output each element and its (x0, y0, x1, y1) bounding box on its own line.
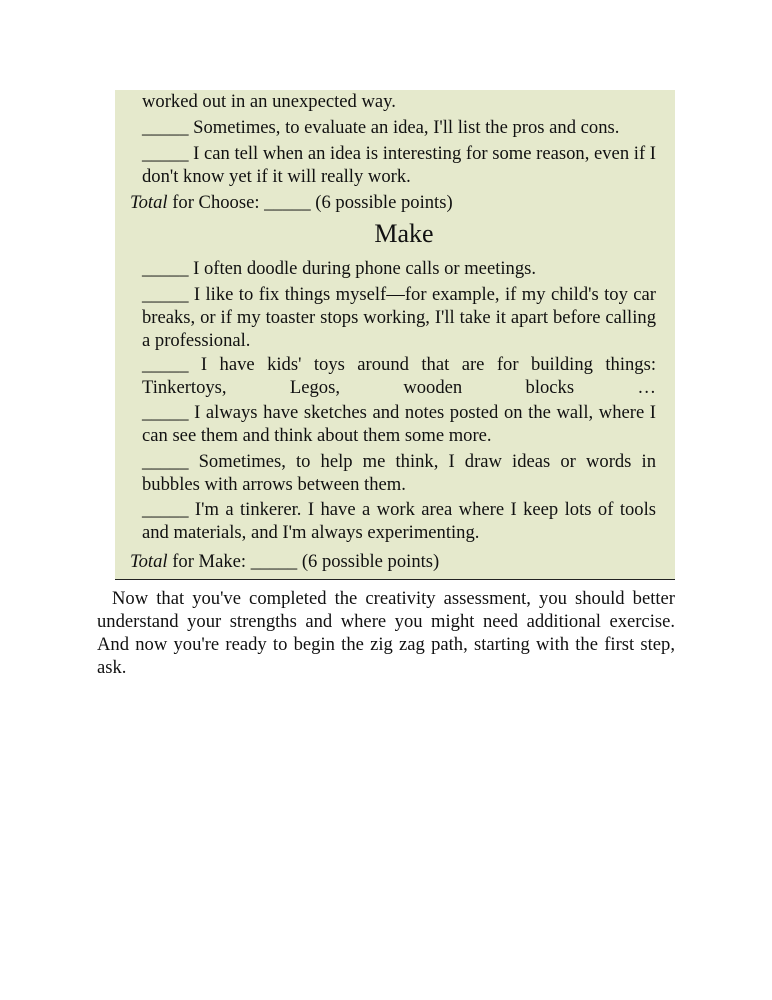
choose-item-continued: worked out in an unexpected way. (142, 91, 396, 112)
assessment-box (115, 90, 675, 580)
choose-total-text: for Choose: _____ (6 possible points) (167, 192, 453, 213)
make-heading: Make (374, 219, 434, 248)
make-total-text: for Make: _____ (6 possible points) (167, 551, 440, 572)
choose-total (130, 191, 453, 214)
choose-total-label: Total (130, 192, 168, 213)
make-item-sketches: _____ I always have sketches and notes posted on the wall, where I can see them and think about them some more. (142, 402, 656, 446)
closing-paragraph (97, 587, 675, 679)
make-item-building-toys: _____ I have kids' toys around that are for building things: Tinkertoys, Legos, wooden blocks … (142, 354, 656, 398)
make-total-label: Total (130, 551, 168, 572)
make-item-bubbles: _____ Sometimes, to help me think, I draw ideas or words in bubbles with arrows between them. (142, 451, 656, 495)
make-item-fix-things: _____ I like to fix things myself—for example, if my child's toy car breaks, or if my toaster stops working, I'll take it apart before calling a professional. (142, 284, 656, 351)
closing-paragraph-text: Now that you've completed the creativity assessment, you should better understand your strengths and where you might need additional exercise. And now you're ready to begin the zig zag path, starting with the first step, ask. (97, 588, 675, 678)
choose-item-interesting-idea: _____ I can tell when an idea is interesting for some reason, even if I don't know yet if it will really work. (142, 143, 656, 187)
choose-item-pros-cons: _____ Sometimes, to evaluate an idea, I'll list the pros and cons. (142, 117, 620, 138)
make-total (130, 550, 439, 573)
make-item-doodle: _____ I often doodle during phone calls or meetings. (142, 258, 537, 279)
make-item-tinkerer: _____ I'm a tinkerer. I have a work area where I keep lots of tools and materials, and I'm always experimenting. (142, 499, 656, 543)
